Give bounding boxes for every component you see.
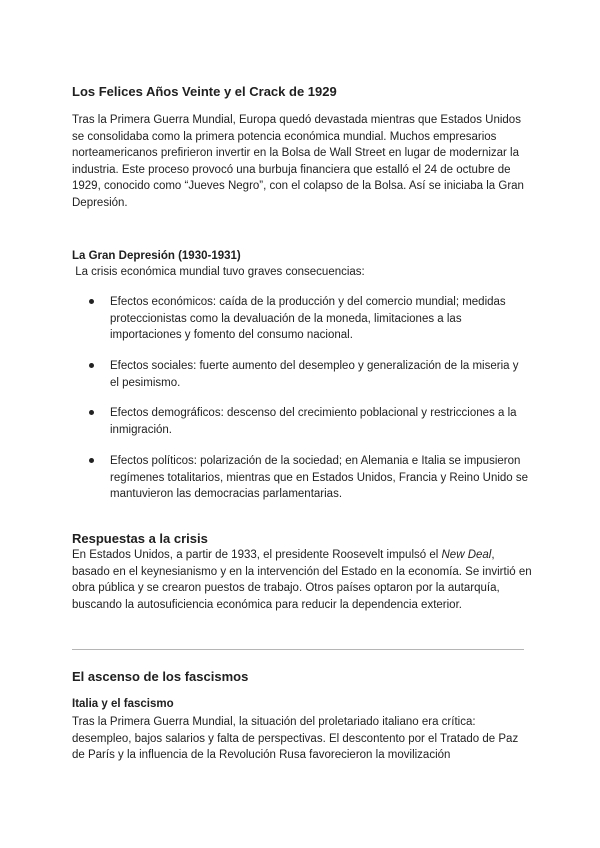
bullet-icon	[89, 458, 94, 463]
section-title-respuestas-crisis: Respuestas a la crisis	[72, 531, 208, 546]
paragraph-text-before: En Estados Unidos, a partir de 1933, el presidente Roosevelt impulsó el	[72, 549, 442, 561]
paragraph-text-after: , basado en el keynesianismo y en la intervención del Estado en la economía. Se invirtió en obra pública y se crearon puestos de trabajo. Otros países optaron por la autarquía, buscando la autosuficiencia económica para reducir la dependencia exterior.	[72, 549, 532, 611]
section-title-gran-depresion: La Gran Depresión (1930-1931)	[72, 250, 241, 262]
paragraph-respuestas-crisis	[72, 547, 532, 613]
bullet-icon	[89, 363, 94, 368]
list-item-text: Efectos demográficos: descenso del crecimiento poblacional y restricciones a la inmigración.	[110, 407, 517, 436]
section-title-ascenso-fascismos: El ascenso de los fascismos	[72, 669, 249, 684]
list-item-text: Efectos económicos: caída de la producción y del comercio mundial; medidas proteccionistas como la devaluación de la moneda, limitaciones a las importaciones y fomento del consumo nacional.	[110, 296, 506, 341]
paragraph-felices-anos-veinte: Tras la Primera Guerra Mundial, Europa quedó devastada mientras que Estados Unidos se consolidaba como la primera potencia económica mundial. Muchos empresarios norteamericanos prefirieron invertir en la Bolsa de Wall Street en lugar de modernizar la industria. Este proceso provocó una burbuja financiera que estalló el 24 de octubre de 1929, conocido como “Jueves Negro”, con el colapso de la Bolsa. Así se iniciaba la Gran Depresión.	[72, 114, 524, 209]
paragraph-italia-fascismo: Tras la Primera Guerra Mundial, la situación del proletariado italiano era crítica: desempleo, bajos salarios y falta de perspectivas. El descontento por el Tratado de Paz de París y la influencia de la Revolución Rusa favorecieron la movilización	[72, 716, 519, 761]
new-deal-term: New Deal	[441, 549, 492, 561]
list-item-text: Efectos políticos: polarización de la sociedad; en Alemania e Italia se impusieron regímenes totalitarios, mientras que en Estados Unidos, Francia y Reino Unido se mantuvieron las democracias parlamentarias.	[110, 455, 529, 500]
list-item-text: Efectos sociales: fuerte aumento del desempleo y generalización de la miseria y el pesimismo.	[110, 360, 519, 389]
bullet-icon	[89, 299, 94, 304]
subsection-title-italia-fascismo: Italia y el fascismo	[72, 698, 174, 710]
paragraph-gran-depresion-intro: La crisis económica mundial tuvo graves consecuencias:	[72, 266, 365, 278]
horizontal-divider	[72, 649, 524, 650]
section-title-felices-anos-veinte: Los Felices Años Veinte y el Crack de 1929	[72, 84, 337, 99]
bullet-icon	[89, 410, 94, 415]
